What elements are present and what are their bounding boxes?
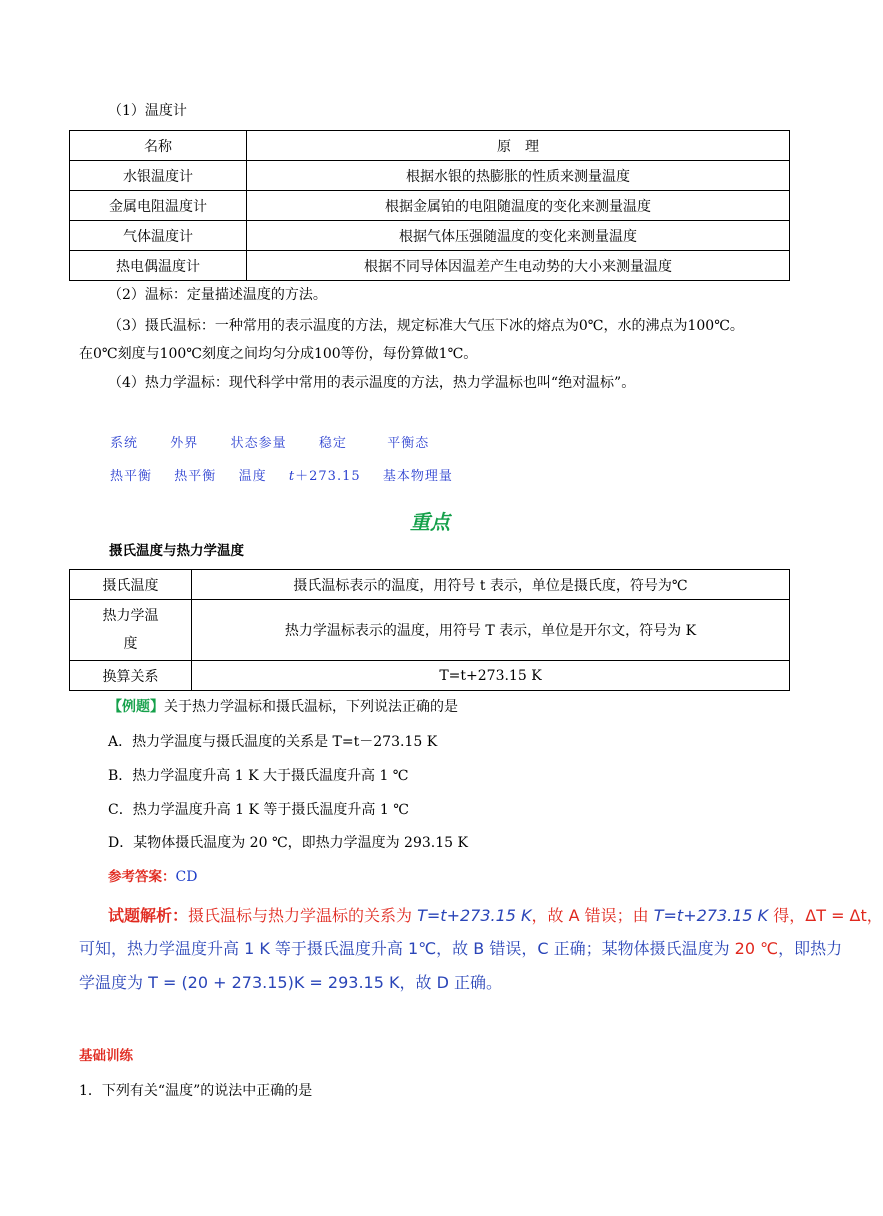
analysis-formula: T=t+273.15 K xyxy=(417,906,532,925)
item-2-scale: （2）温标：定量描述温度的方法。 xyxy=(108,287,327,303)
keywords-row-2 xyxy=(110,467,453,487)
answer-value: CD xyxy=(175,869,198,885)
analysis-label: 试题解析： xyxy=(108,906,189,925)
table-row xyxy=(70,221,790,251)
answer-label: 参考答案： xyxy=(108,869,176,885)
thermometer-name: 金属电阻温度计 xyxy=(70,191,247,221)
keyword: 系统 xyxy=(110,436,139,451)
row-text: 热力学温标表示的温度，用符号 T 表示，单位是开尔文，符号为 K xyxy=(192,600,790,661)
keyword: 状态参量 xyxy=(230,436,287,451)
item-3-celsius-line1: （3）摄氏温标：一种常用的表示温度的方法，规定标准大气压下冰的熔点为0℃，水的沸点为100℃。 xyxy=(108,318,744,334)
row-label-part: 热力学温 xyxy=(102,608,159,624)
keyword-expr: ＋273.15 xyxy=(295,469,361,484)
keywords-row-1 xyxy=(110,434,429,454)
example-question-text: 关于热力学温标和摄氏温标，下列说法正确的是 xyxy=(164,699,458,715)
table-row xyxy=(70,191,790,221)
key-point-subheading: 摄氏温度与热力学温度 xyxy=(109,543,244,559)
item-1-thermometer: （1）温度计 xyxy=(108,103,187,119)
table-row xyxy=(70,251,790,281)
key-point-heading: 重点 xyxy=(410,510,450,534)
analysis-text: ，即热力 xyxy=(778,939,843,958)
analysis-text: 得，ΔT = Δt， xyxy=(768,906,883,925)
thermometer-name: 气体温度计 xyxy=(70,221,247,251)
header-principle: 原 理 xyxy=(247,131,790,161)
keyword-t: t xyxy=(288,469,296,484)
analysis-line-2 xyxy=(79,932,842,966)
keyword: 稳定 xyxy=(318,436,347,451)
practice-question-1: 1．下列有关“温度”的说法中正确的是 xyxy=(79,1083,313,1099)
keyword: 温度 xyxy=(238,469,267,484)
example-tag: 【例题】 xyxy=(108,699,164,715)
row-text: T=t+273.15 K xyxy=(192,661,790,691)
analysis-text: ，故 A 错误；由 xyxy=(531,906,654,925)
table-row xyxy=(70,570,790,600)
item-3-celsius-line2: 在0℃刻度与100℃刻度之间均匀分成100等份，每份算做1℃。 xyxy=(79,346,478,362)
keyword: 平衡态 xyxy=(387,436,430,451)
keyword: 基本物理量 xyxy=(382,469,453,484)
table-row xyxy=(70,600,790,661)
option-b: B．热力学温度升高 1 K 大于摄氏温度升高 1 ℃ xyxy=(108,768,409,784)
thermometer-table xyxy=(69,130,790,281)
table-row xyxy=(70,161,790,191)
option-c: C．热力学温度升高 1 K 等于摄氏温度升高 1 ℃ xyxy=(108,802,409,818)
temperature-table xyxy=(69,569,790,691)
analysis-line-1 xyxy=(108,899,883,933)
keyword: 热平衡 xyxy=(174,469,217,484)
option-a: A．热力学温度与摄氏温度的关系是 T=t－273.15 K xyxy=(108,734,438,750)
analysis-text: 可知，热力学温度升高 1 K 等于摄氏温度升高 1℃，故 B 错误，C 正确；某物体摄氏温度为 xyxy=(79,939,735,958)
row-label xyxy=(70,600,192,661)
header-name: 名称 xyxy=(70,131,247,161)
analysis-text: 20 ℃ xyxy=(734,939,779,958)
thermometer-name: 热电偶温度计 xyxy=(70,251,247,281)
thermometer-principle: 根据不同导体因温差产生电动势的大小来测量温度 xyxy=(247,251,790,281)
thermometer-principle: 根据金属铂的电阻随温度的变化来测量温度 xyxy=(247,191,790,221)
item-4-kelvin: （4）热力学温标：现代科学中常用的表示温度的方法，热力学温标也叫“绝对温标”。 xyxy=(108,375,636,391)
row-text: 摄氏温标表示的温度，用符号 t 表示，单位是摄氏度，符号为℃ xyxy=(192,570,790,600)
analysis-line-3: 学温度为 T = (20 + 273.15)K = 293.15 K，故 D 正确。 xyxy=(79,973,502,992)
thermometer-name: 水银温度计 xyxy=(70,161,247,191)
analysis-formula: T=t+273.15 K xyxy=(653,906,769,925)
thermometer-principle: 根据气体压强随温度的变化来测量温度 xyxy=(247,221,790,251)
row-label: 换算关系 xyxy=(70,661,192,691)
row-label: 摄氏温度 xyxy=(70,570,192,600)
keyword: 外界 xyxy=(170,436,199,451)
table-row xyxy=(70,661,790,691)
keyword: 热平衡 xyxy=(110,469,153,484)
practice-heading: 基础训练 xyxy=(79,1048,133,1064)
analysis-text: 摄氏温标与热力学温标的关系为 xyxy=(188,906,418,925)
example-question xyxy=(108,697,458,717)
table-header-row xyxy=(70,131,790,161)
option-d: D．某物体摄氏温度为 20 ℃，即热力学温度为 293.15 K xyxy=(108,835,468,851)
thermometer-principle: 根据水银的热膨胀的性质来测量温度 xyxy=(247,161,790,191)
row-label-part: 度 xyxy=(123,636,138,652)
answer-line xyxy=(108,867,197,887)
